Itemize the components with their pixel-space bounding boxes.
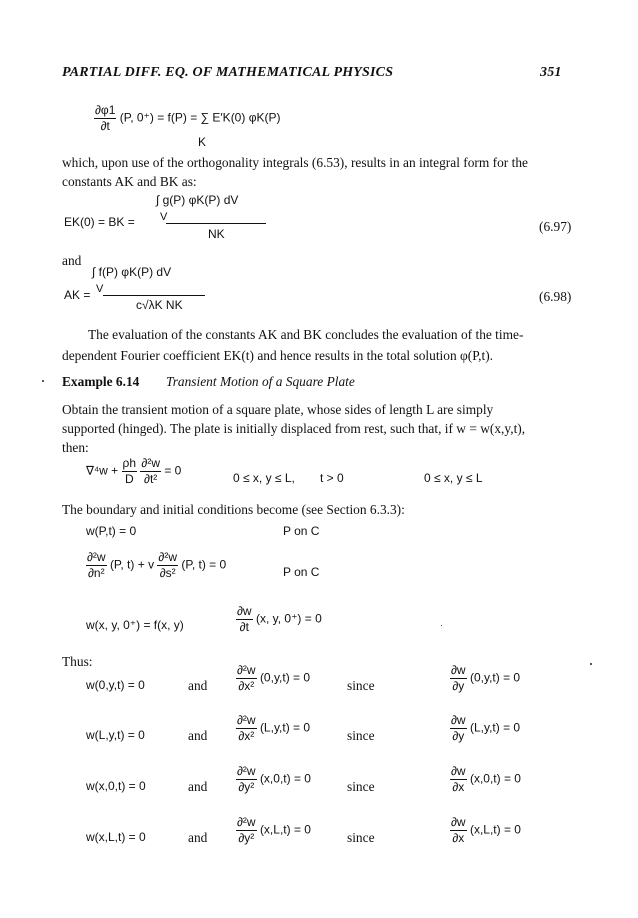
paragraph-2-line-1: The evaluation of the constants AK and BK concludes the evaluation of the time- [88,327,524,342]
fraction-dw-dt: $\frac{\partial w}{\partial t}$ [237,604,252,634]
eq-697-lhs: EK(0) = BK = [64,215,135,229]
bc-moment-condition: $\frac{\text{∂²w}}{\text{∂n²}}$ (P, t) + v $\frac{\text{∂²w}}{\text{∂s²}}$ (P, t) = 0 [87,550,227,580]
bc-w-on-c: w(P,t) = 0 [86,524,137,538]
page-number: 351 [540,65,562,80]
pde-equation: ∇⁴w + $\frac{\rho h}{D}$ $\frac{\text{∂²w}}{\text{∂t²}}$ = 0 [86,456,182,486]
row-since: since [347,728,375,743]
fraction-first-derivative: $\frac{\partial w}{\partial x}$ [451,815,466,845]
eq-top [94,104,280,132]
paragraph-3-line-3: then: [62,440,89,455]
row-left-condition: w(x,L,t) = 0 [86,830,146,844]
row-since: since [347,830,375,845]
row-first-derivative: $\frac{\partial w}{\partial y}$ (0,y,t) = 0 [451,663,521,693]
eq-698-volume-subscript: V [96,283,104,295]
row-since: since [347,678,375,693]
stray-mark [441,625,442,626]
fraction-d2w-ds2: $\frac{\text{∂²w}}{\text{∂s²}}$ [158,550,178,580]
fraction-first-derivative: $\frac{\partial w}{\partial y}$ [451,663,466,693]
row-second-derivative: $\frac{\text{∂²w}}{\text{∂y²}}$ (x,0,t) = 0 [237,764,311,794]
example-label: Example 6.14 [62,374,140,389]
eq-top-rest: (P, 0⁺) = f(P) = ∑ E′K(0) φK(P) [119,110,281,125]
thus-label: Thus: [62,654,93,669]
fraction-rho-h-over-d: $\frac{\rho h}{D}$ [122,456,137,486]
pde-domain-2: t > 0 [320,471,344,485]
paragraph-2-line-2: dependent Fourier coefficient EK(t) and hence results in the total solution φ(P,t). [62,348,494,363]
eq-697-denominator: NK [208,227,225,241]
paragraph-4: The boundary and initial conditions become (see Section 6.3.3): [62,502,405,517]
row-first-derivative: $\frac{\partial w}{\partial x}$ (x,0,t) = 0 [451,764,521,794]
example-title: Transient Motion of a Square Plate [166,374,355,389]
row-first-derivative: $\frac{\partial w}{\partial x}$ (x,L,t) = 0 [451,815,521,845]
row-second-derivative: $\frac{\text{∂²w}}{\text{∂x²}}$ (L,y,t) = 0 [237,713,311,743]
eq-697-numerator: ∫ g(P) φK(P) dV [156,193,239,207]
row-since: since [347,779,375,794]
fraction-second-derivative: $\frac{\text{∂²w}}{\text{∂y²}}$ [237,764,256,794]
pde-domain-1: 0 ≤ x, y ≤ L, [233,471,295,485]
fraction-first-derivative: $\frac{\partial w}{\partial y}$ [451,713,466,743]
ic-velocity: $\frac{\partial w}{\partial t}$ (x, y, 0⁺) = 0 [237,604,322,634]
eq-698-denominator: c√λK NK [136,298,183,312]
bc-p-on-c-1: P on C [283,524,320,538]
row-left-condition: w(0,y,t) = 0 [86,678,145,692]
equation-number-6-98: (6.98) [539,289,572,304]
row-and: and [188,830,208,845]
row-left-condition: w(x,0,t) = 0 [86,779,146,793]
fraction-second-derivative: $\frac{\text{∂²w}}{\text{∂x²}}$ [237,663,256,693]
paragraph-1-line-2: constants AK and BK as: [62,174,197,189]
margin-mark-right [590,663,592,665]
row-and: and [188,779,208,794]
equation-number-6-97: (6.97) [539,219,572,234]
running-header-title: PARTIAL DIFF. EQ. OF MATHEMATICAL PHYSICS [62,65,394,80]
fraction-second-derivative: $\frac{\text{∂²w}}{\text{∂y²}}$ [237,815,256,845]
row-and: and [188,678,208,693]
row-left-condition: w(L,y,t) = 0 [86,728,145,742]
sum-index: K [198,135,207,149]
ic-displacement: w(x, y, 0⁺) = f(x, y) [86,618,184,632]
fraction-dphi-dt: $\frac{\partial\varphi 1}{\partial t}$ [95,103,116,133]
eq-698-numerator: ∫ f(P) φK(P) dV [92,265,172,279]
fraction-d2w-dt2: $\frac{\text{∂²w}}{\text{∂t²}}$ [141,456,160,486]
eq-697-volume-subscript: V [160,211,168,223]
eq-698-lhs: AK = [64,288,91,302]
eq-698-fraction-bar [103,295,205,296]
row-second-derivative: $\frac{\text{∂²w}}{\text{∂y²}}$ (x,L,t) = 0 [237,815,311,845]
row-and: and [188,728,208,743]
row-second-derivative: $\frac{\text{∂²w}}{\text{∂x²}}$ (0,y,t) = 0 [237,663,311,693]
fraction-first-derivative: $\frac{\partial w}{\partial x}$ [451,764,466,794]
pde-domain-3: 0 ≤ x, y ≤ L [424,471,483,485]
margin-mark [42,380,44,382]
bc-p-on-c-2: P on C [283,565,320,579]
fraction-d2w-dn2: $\frac{\text{∂²w}}{\text{∂n²}}$ [87,550,106,580]
paragraph-1-line-1: which, upon use of the orthogonality integrals (6.53), results in an integral form for the [62,155,528,170]
fraction-second-derivative: $\frac{\text{∂²w}}{\text{∂x²}}$ [237,713,256,743]
paragraph-3-line-2: supported (hinged). The plate is initially displaced from rest, such that, if w = w(x,y,t), [62,421,526,436]
paragraph-3-line-1: Obtain the transient motion of a square plate, whose sides of length L are simply [62,402,494,417]
row-first-derivative: $\frac{\partial w}{\partial y}$ (L,y,t) = 0 [451,713,521,743]
connector-and: and [62,253,82,268]
eq-697-fraction-bar [166,223,266,224]
